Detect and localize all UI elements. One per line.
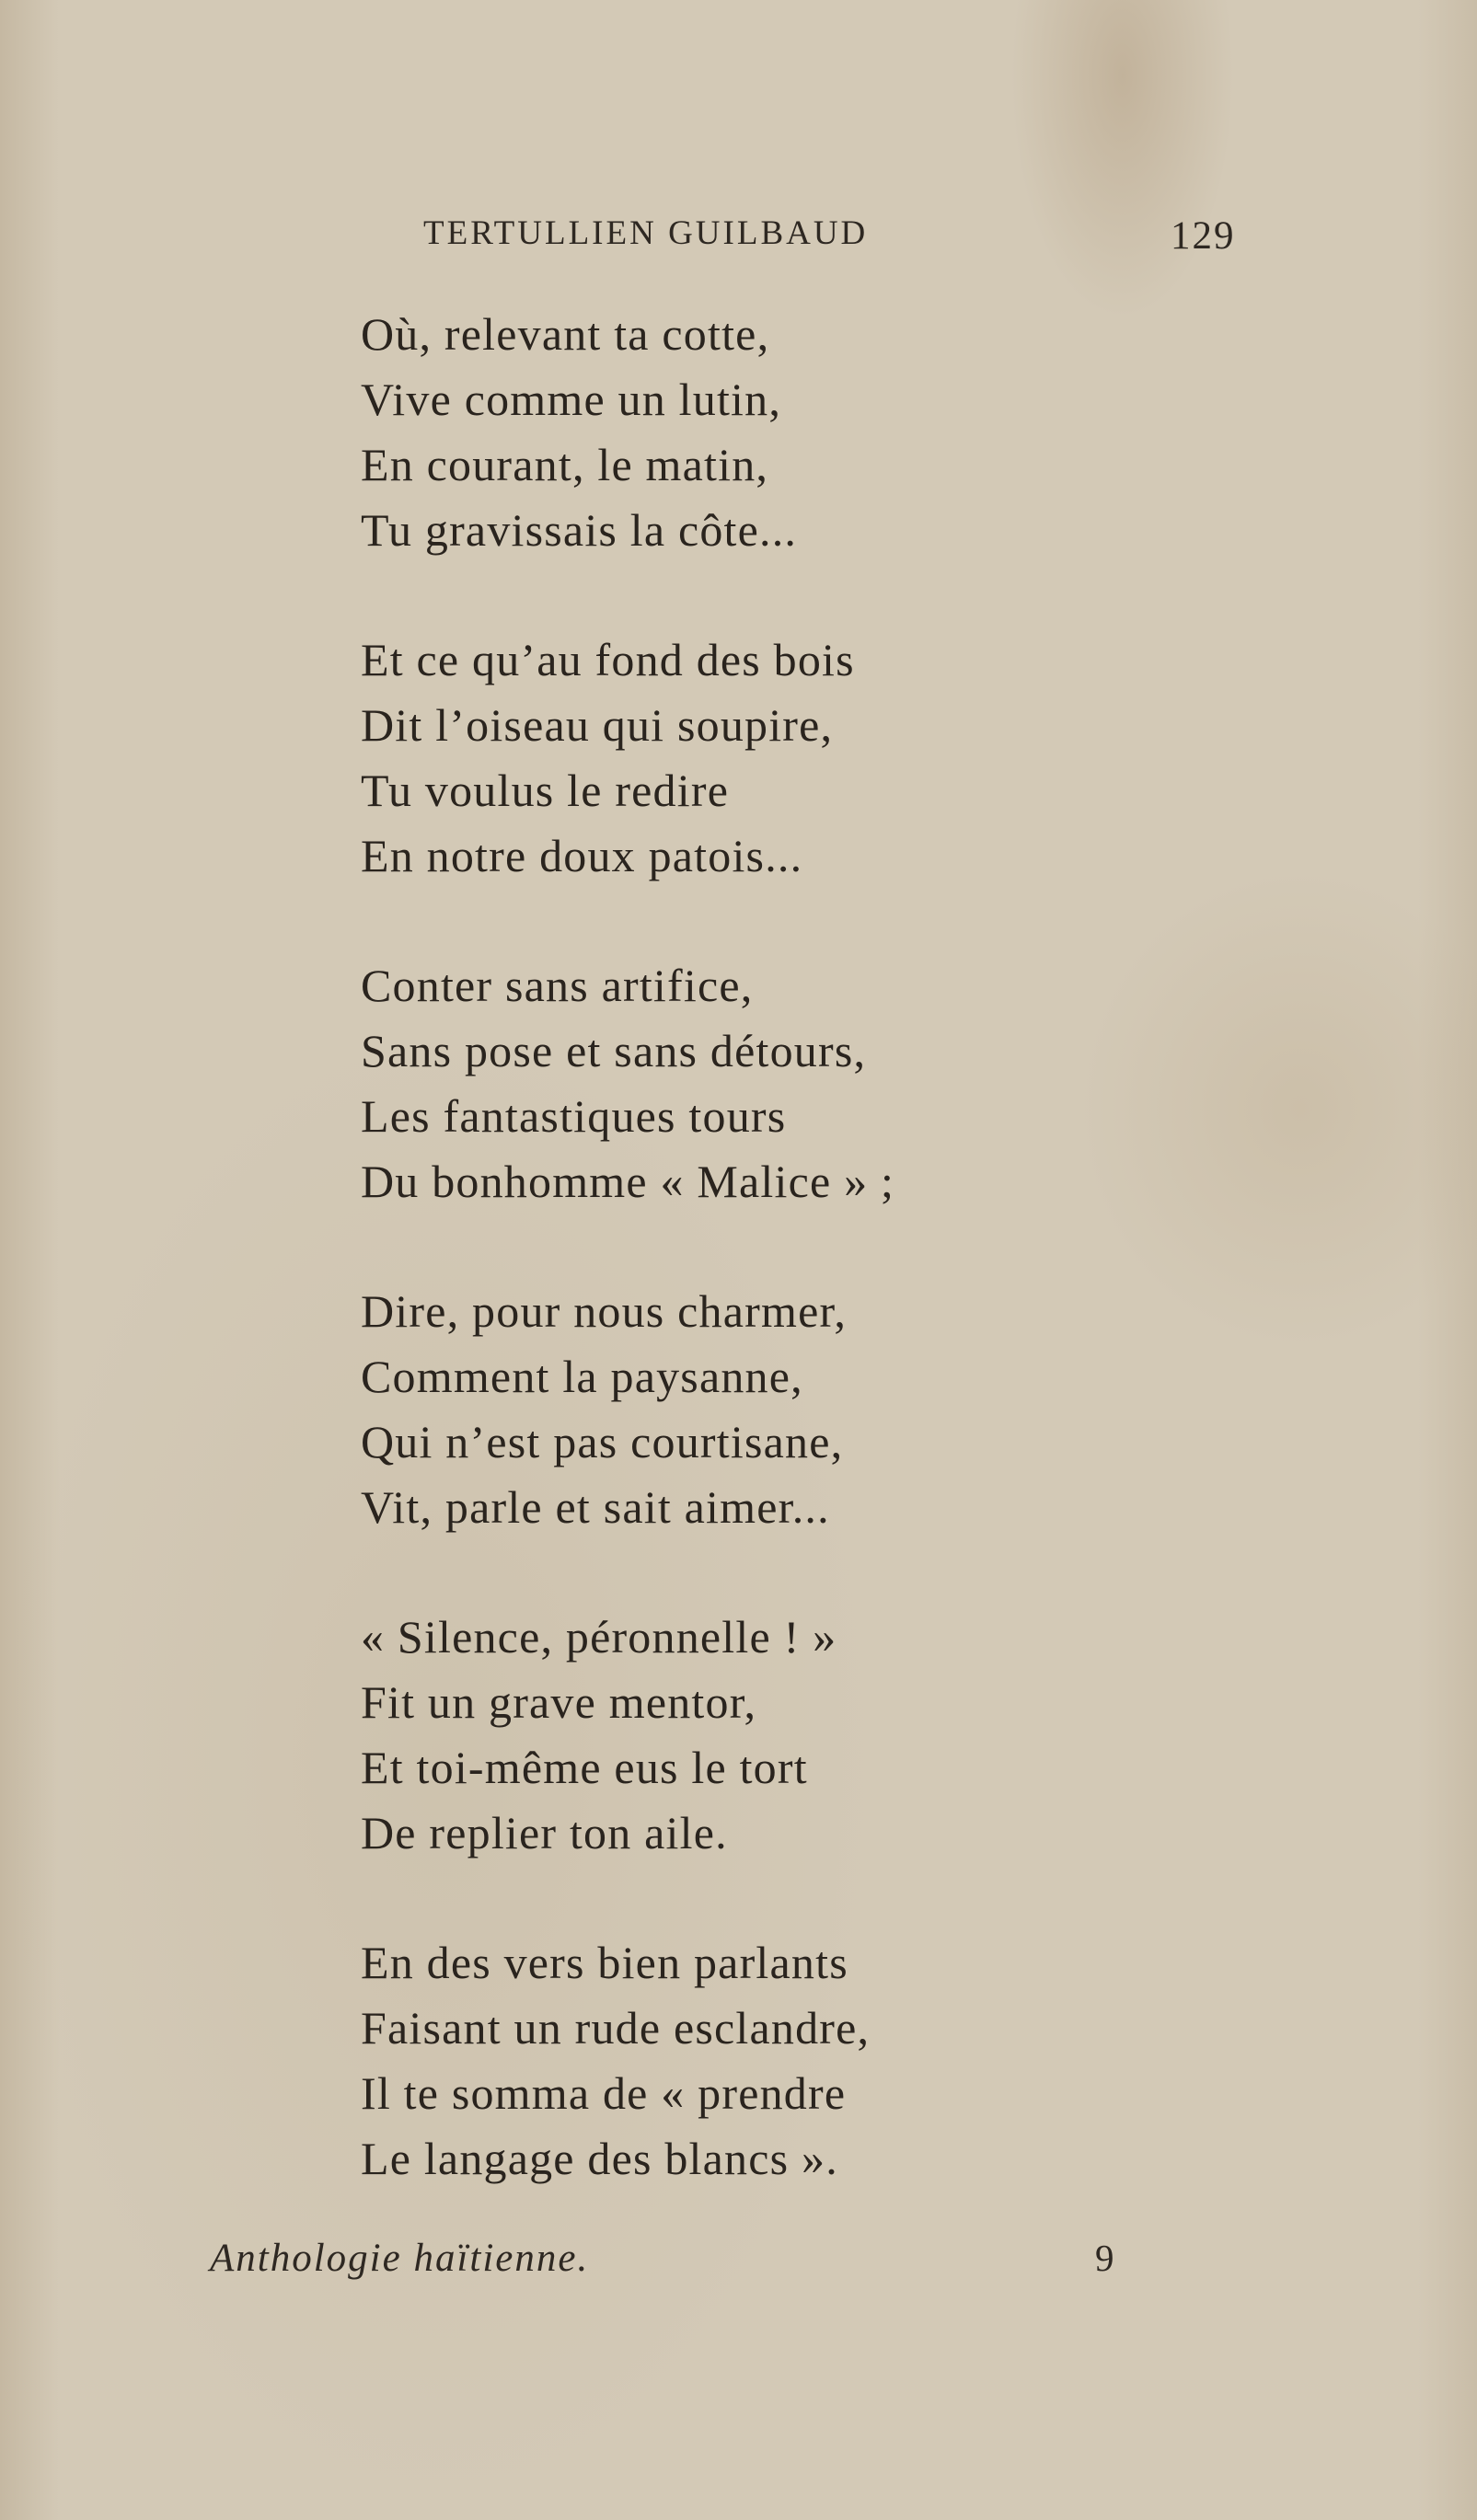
poem-line: De replier ton aile.	[361, 1807, 728, 1858]
poem-line: Sans pose et sans détours,	[361, 1025, 867, 1076]
poem-line: En des vers bien parlants	[361, 1937, 848, 1988]
page-footer	[210, 2236, 1130, 2291]
stanza-6	[361, 1930, 1097, 2192]
poem-line: Qui n’est pas courtisane,	[361, 1416, 844, 1467]
poem-line: Le langage des blancs ».	[361, 2133, 838, 2184]
poem-line: Du bonhomme « Malice » ;	[361, 1156, 895, 1207]
stanza-1	[361, 302, 1097, 563]
stanza-3	[361, 953, 1097, 1214]
running-title: TERTULLIEN GUILBAUD	[423, 214, 869, 252]
running-head	[423, 213, 1344, 269]
book-title: Anthologie haïtienne.	[210, 2237, 590, 2280]
poem-line: Où, relevant ta cotte,	[361, 308, 770, 360]
poem-line: Tu gravissais la côte...	[361, 504, 798, 556]
poem-line: Comment la paysanne,	[361, 1351, 803, 1402]
poem-line: Faisant un rude esclandre,	[361, 2002, 871, 2054]
poem-line: « Silence, péronnelle ! »	[361, 1611, 837, 1663]
poem-line: Dire, pour nous charmer,	[361, 1285, 848, 1337]
poem-line: Dit l’oiseau qui soupire,	[361, 699, 834, 751]
stanza-2	[361, 627, 1097, 889]
page-number: 129	[1171, 214, 1236, 258]
poem-line: Tu voulus le redire	[361, 765, 730, 816]
poem-line: Et toi-même eus le tort	[361, 1742, 808, 1793]
poem	[361, 302, 1097, 2256]
stanza-4	[361, 1279, 1097, 1540]
poem-line: Fit un grave mentor,	[361, 1676, 757, 1728]
poem-line: En courant, le matin,	[361, 439, 769, 490]
signature-mark: 9	[1095, 2237, 1114, 2279]
poem-line: Vit, parle et sait aimer...	[361, 1481, 830, 1533]
poem-line: Il te somma de « prendre	[361, 2067, 847, 2119]
poem-line: En notre doux patois...	[361, 830, 803, 881]
stanza-5	[361, 1605, 1097, 1866]
poem-line: Et ce qu’au fond des bois	[361, 634, 855, 685]
poem-line: Les fantastiques tours	[361, 1090, 787, 1142]
poem-line: Vive comme un lutin,	[361, 374, 782, 425]
poem-line: Conter sans artifice,	[361, 960, 754, 1011]
